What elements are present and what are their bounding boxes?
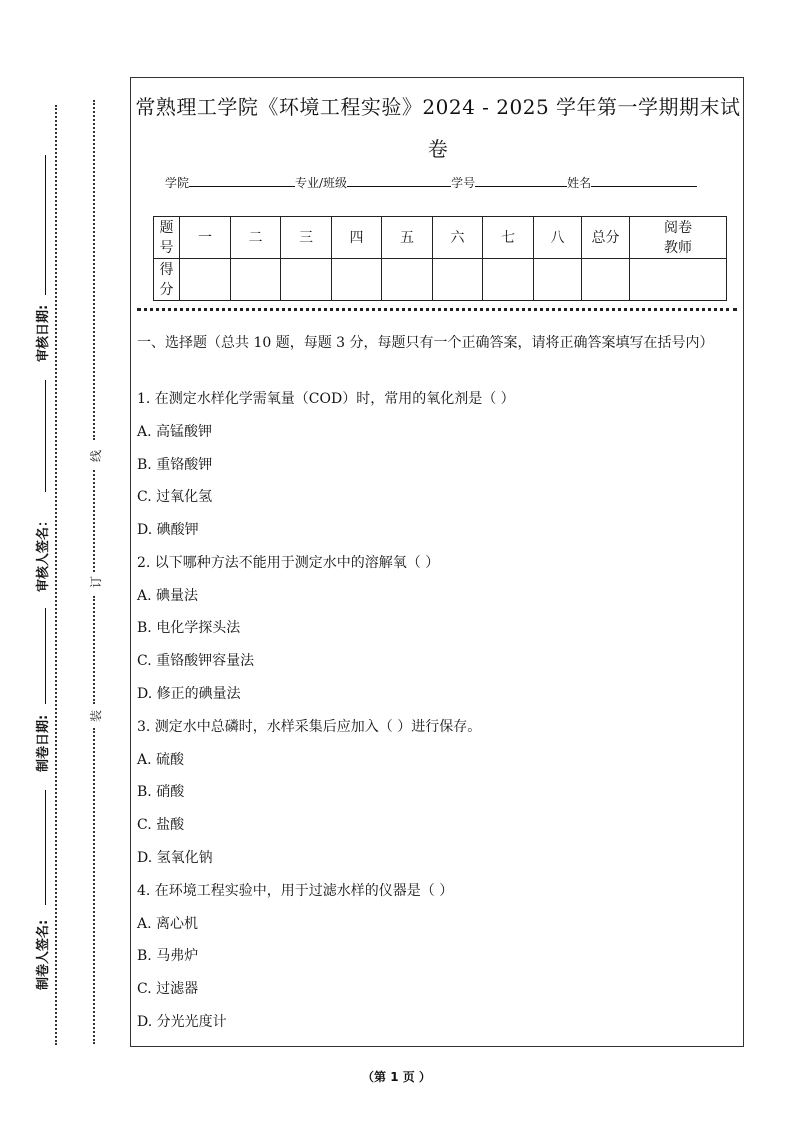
option: A. 高锰酸钾	[137, 424, 213, 440]
option: B. 马弗炉	[137, 948, 199, 964]
make-signature-label: 制卷人签名:	[36, 919, 51, 990]
section-separator	[137, 308, 737, 311]
option: C. 过滤器	[137, 981, 199, 997]
college-label: 学院	[165, 176, 190, 190]
option: D. 分光光度计	[137, 1014, 227, 1030]
question-stem: 2. 以下哪种方法不能用于测定水中的溶解氧（ ）	[137, 555, 440, 571]
grader-cell[interactable]	[630, 259, 727, 301]
score-cell[interactable]	[382, 259, 433, 301]
option: A. 碘量法	[137, 588, 199, 604]
column-header: 七	[483, 217, 534, 259]
option: D. 氢氧化钠	[137, 850, 213, 866]
column-header: 八	[534, 217, 582, 259]
row-label-q2: 号	[159, 239, 174, 256]
option: B. 重铬酸钾	[137, 457, 213, 473]
row-label-q1: 题	[159, 219, 174, 236]
score-table	[153, 216, 727, 301]
option: D. 修正的碘量法	[137, 686, 241, 702]
score-cell[interactable]	[231, 259, 281, 301]
student-id-label: 学号	[451, 176, 476, 190]
option: A. 硫酸	[137, 752, 185, 768]
option: B. 电化学探头法	[137, 620, 241, 636]
review-date-label: 审核日期:	[36, 304, 51, 362]
column-header: 六	[433, 217, 483, 259]
signature-line	[45, 608, 46, 704]
score-cell[interactable]	[433, 259, 483, 301]
score-row	[154, 259, 727, 301]
title-line-2: 卷	[427, 137, 449, 161]
make-date-label: 制卷日期:	[36, 714, 51, 772]
college-field[interactable]	[189, 174, 295, 187]
ding-char: 订	[89, 575, 103, 588]
binding-dotted-line	[93, 470, 95, 572]
exam-title	[131, 86, 745, 170]
binding-dotted-line	[93, 100, 95, 440]
question-stem: 4. 在环境工程实验中，用于过滤水样的仪器是（ ）	[137, 883, 454, 899]
title-line-1: 常熟理工学院《环境工程实验》2024 - 2025 学年第一学期期末试	[135, 95, 741, 119]
total-score-header: 总分	[582, 217, 630, 259]
name-label: 姓名	[567, 176, 592, 190]
binding-dotted-line	[93, 596, 95, 704]
zhuang-char: 装	[89, 709, 103, 722]
score-cell[interactable]	[534, 259, 582, 301]
column-header: 五	[382, 217, 433, 259]
signature-line	[45, 380, 46, 492]
section1-heading: 一、选择题（总共 10 题，每题 3 分，每题只有一个正确答案，请将正确答案填写在括号内）	[137, 335, 714, 351]
option: C. 重铬酸钾容量法	[137, 653, 255, 669]
student-id-field[interactable]	[475, 174, 567, 187]
score-row-header: 得 分	[154, 259, 180, 301]
option: B. 硝酸	[137, 784, 185, 800]
score-cell[interactable]	[281, 259, 332, 301]
total-score-cell[interactable]	[582, 259, 630, 301]
signature-line	[45, 790, 46, 905]
page-number: （第 1 页 ）	[362, 1070, 431, 1084]
question-stem: 1. 在测定水样化学需氧量（COD）时，常用的氧化剂是（ ）	[137, 391, 515, 407]
question-stem: 3. 测定水中总磷时，水样采集后应加入（ ）进行保存。	[137, 719, 482, 735]
option: C. 过氧化氢	[137, 489, 213, 505]
review-signature-label: 审核人签名：	[36, 513, 51, 592]
student-info-row	[165, 174, 697, 191]
binding-margin	[0, 0, 120, 1122]
score-cell[interactable]	[332, 259, 382, 301]
xian-char: 线	[89, 449, 103, 462]
score-cell[interactable]	[180, 259, 231, 301]
column-header: 一	[180, 217, 231, 259]
major-class-label: 专业/班级	[295, 176, 348, 190]
grader-header: 阅卷 教师	[630, 217, 727, 259]
major-class-field[interactable]	[347, 174, 451, 187]
column-header: 二	[231, 217, 281, 259]
score-cell[interactable]	[483, 259, 534, 301]
option: A. 离心机	[137, 916, 199, 932]
signature-line	[45, 155, 46, 295]
question-number-header	[154, 217, 180, 259]
binding-dotted-line	[55, 105, 57, 1045]
binding-dotted-line	[93, 728, 95, 1044]
exam-frame	[130, 77, 744, 1047]
name-field[interactable]	[591, 174, 697, 187]
column-header: 四	[332, 217, 382, 259]
option: D. 碘酸钾	[137, 522, 199, 538]
question-number-row	[154, 217, 727, 259]
option: C. 盐酸	[137, 817, 185, 833]
column-header: 三	[281, 217, 332, 259]
